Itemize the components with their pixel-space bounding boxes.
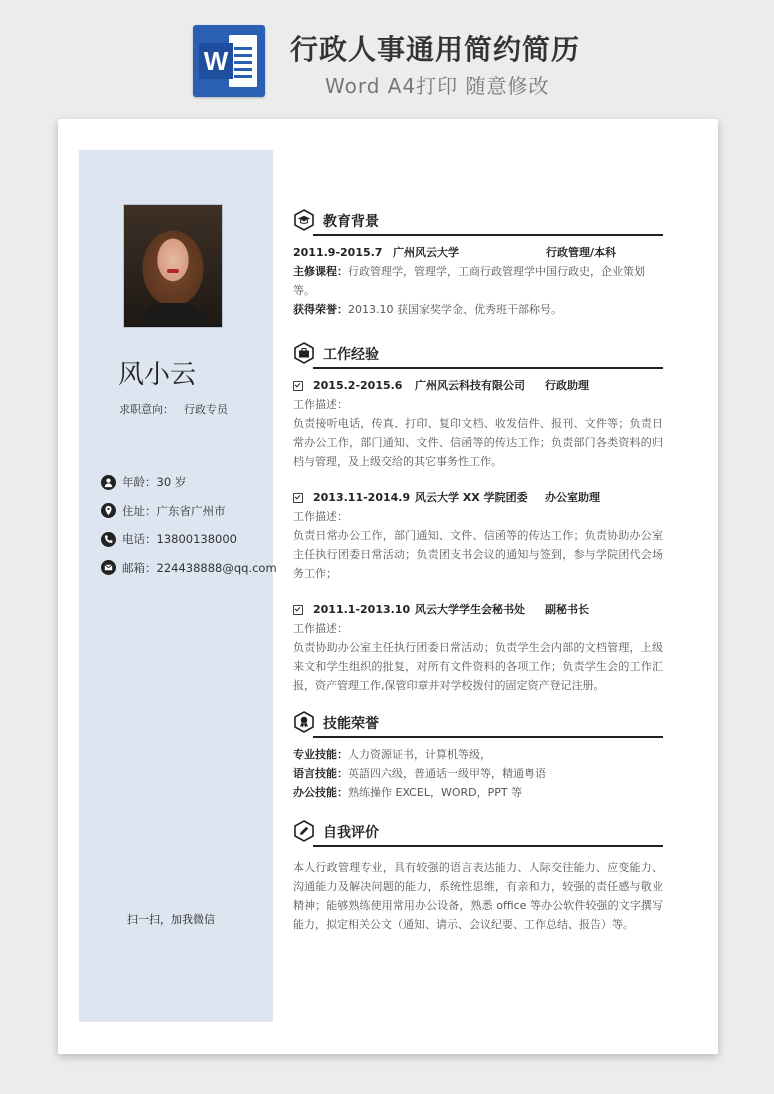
edu-courses <box>293 262 663 300</box>
section-header <box>293 207 663 237</box>
edu-honors <box>293 300 663 319</box>
job-org: 风云大学学生会秘书处 <box>415 603 525 616</box>
job-entry <box>293 488 663 583</box>
job-org: 广州风云科技有限公司 <box>415 379 525 392</box>
info-age <box>101 468 271 497</box>
banner-title: 行政人事通用简约简历 <box>290 33 581 66</box>
job-period: 2013.11-2014.9 <box>313 491 411 504</box>
section-divider <box>313 845 663 847</box>
job-intent-label: 求职意向： <box>119 403 174 416</box>
job-desc: 负责接听电话，传真、打印、复印文档、收发信件、报刊、文件等；负责日常办公工作，部门通知、文件、信函等的传达工作；负责部门各类资料的归档与管理，及上级交给的其它事务性工作。 <box>293 417 663 468</box>
section-header <box>293 709 663 739</box>
info-email-text: 邮箱：224438888@qq.com <box>122 560 277 575</box>
section-title: 工作经验 <box>323 347 379 363</box>
job-desc: 负责日常办公工作，部门通知、文件、信函等的传达工作；负责协助办公室主任执行团委日常活动；负责团支书会议的通知与签到，参与学院团代会场务工作； <box>293 529 663 580</box>
job-entry <box>293 600 663 695</box>
profile-name: 风小云 <box>118 360 197 390</box>
job-desc-label: 工作描述： <box>293 510 348 523</box>
section-title: 自我评价 <box>323 825 379 841</box>
section-divider <box>313 736 663 738</box>
job-desc: 负责协助办公室主任执行团委日常活动；负责学生会内部的文档管理，上级来文和学生组织的批复，对所有文件资料的各项工作；负责学生会的工作汇报，资产管理工作,保管印章并对学校拨付的固定资产登记注册。 <box>293 641 663 692</box>
edu-honors-text: 2013.10 获国家奖学金、优秀班干部称号。 <box>348 303 562 316</box>
edu-period: 2011.9-2015.7 <box>293 246 383 259</box>
job-intent <box>119 401 228 417</box>
wechat-scan-text: 扫一扫，加我微信 <box>127 913 215 926</box>
edu-honors-label: 获得荣誉： <box>293 303 348 316</box>
checkbox-icon <box>293 381 303 391</box>
checkbox-icon <box>293 493 303 503</box>
edu-major: 行政管理/本科 <box>546 246 617 259</box>
self-evaluation-text: 本人行政管理专业，具有较强的语言表达能力、人际交往能力、应变能力、沟通能力及解决问题的能力，系统性思维，有亲和力，较强的责任感与敬业精神；能够熟练使用常用办公设备，熟悉 office 等办公软件较强的文字撰写能力，拟定相关公文（通知、请示、会议纪要、工作总结、报告）等。 <box>293 861 663 931</box>
word-logo-letter: W <box>199 43 233 79</box>
section-education <box>293 207 663 319</box>
sidebar <box>79 150 277 1022</box>
job-desc-label: 工作描述： <box>293 398 348 411</box>
award-ribbon-icon <box>293 711 315 733</box>
profile-photo <box>123 204 223 328</box>
section-divider <box>313 234 663 236</box>
resume-page <box>58 119 718 1054</box>
section-header <box>293 340 663 370</box>
info-address <box>101 497 271 526</box>
job-org: 风云大学 XX 学院团委 <box>415 491 528 504</box>
mail-icon <box>101 560 116 575</box>
skill-text: 熟练操作 EXCEL，WORD，PPT 等 <box>348 786 523 799</box>
section-title: 技能荣誉 <box>323 716 379 732</box>
section-header <box>293 818 663 848</box>
job-period: 2015.2-2015.6 <box>313 379 403 392</box>
section-self-evaluation <box>293 818 663 934</box>
job-header <box>293 376 663 395</box>
job-role: 办公室助理 <box>545 491 600 504</box>
job-header <box>293 600 663 619</box>
job-role: 副秘书长 <box>545 603 589 616</box>
edu-courses-text: 行政管理学，管理学，工商行政管理学中国行政史，企业策划等。 <box>293 265 645 297</box>
job-period: 2011.1-2013.10 <box>313 603 411 616</box>
skill-label: 专业技能： <box>293 748 348 761</box>
skill-text: 人力资源证书，计算机等级， <box>348 748 491 761</box>
skill-item <box>293 745 663 764</box>
section-divider <box>313 367 663 369</box>
user-icon <box>101 475 116 490</box>
skill-label: 语言技能： <box>293 767 348 780</box>
contact-info <box>101 468 277 582</box>
job-header <box>293 488 663 507</box>
section-title: 教育背景 <box>323 214 379 230</box>
banner-subtitle: Word A4打印 随意修改 <box>325 74 550 98</box>
checkbox-icon <box>293 605 303 615</box>
info-email <box>101 554 277 583</box>
banner <box>0 0 774 110</box>
job-role: 行政助理 <box>545 379 589 392</box>
section-skills <box>293 709 663 802</box>
job-desc-label: 工作描述： <box>293 622 348 635</box>
info-address-text: 住址：广东省广州市 <box>122 503 226 518</box>
word-logo-icon <box>193 25 265 97</box>
skills-list <box>293 745 663 802</box>
location-pin-icon <box>101 503 116 518</box>
job-entry <box>293 376 663 471</box>
info-age-text: 年龄：30 岁 <box>122 475 187 490</box>
education-entry-header <box>293 243 663 262</box>
edit-pencil-icon <box>293 820 315 842</box>
edu-courses-label: 主修课程： <box>293 265 348 278</box>
job-intent-value: 行政专员 <box>184 403 228 416</box>
info-phone-text: 电话：13800138000 <box>122 532 237 547</box>
briefcase-icon <box>293 342 315 364</box>
skill-label: 办公技能： <box>293 786 348 799</box>
edu-school: 广州风云大学 <box>393 246 459 259</box>
skill-item <box>293 783 663 802</box>
skill-text: 英語四六级，普通话一级甲等，精通粤语 <box>348 767 546 780</box>
graduation-cap-icon <box>293 209 315 231</box>
info-phone <box>101 525 271 554</box>
skill-item <box>293 764 663 783</box>
section-work <box>293 340 663 695</box>
phone-icon <box>101 532 116 547</box>
main-content <box>293 207 663 934</box>
